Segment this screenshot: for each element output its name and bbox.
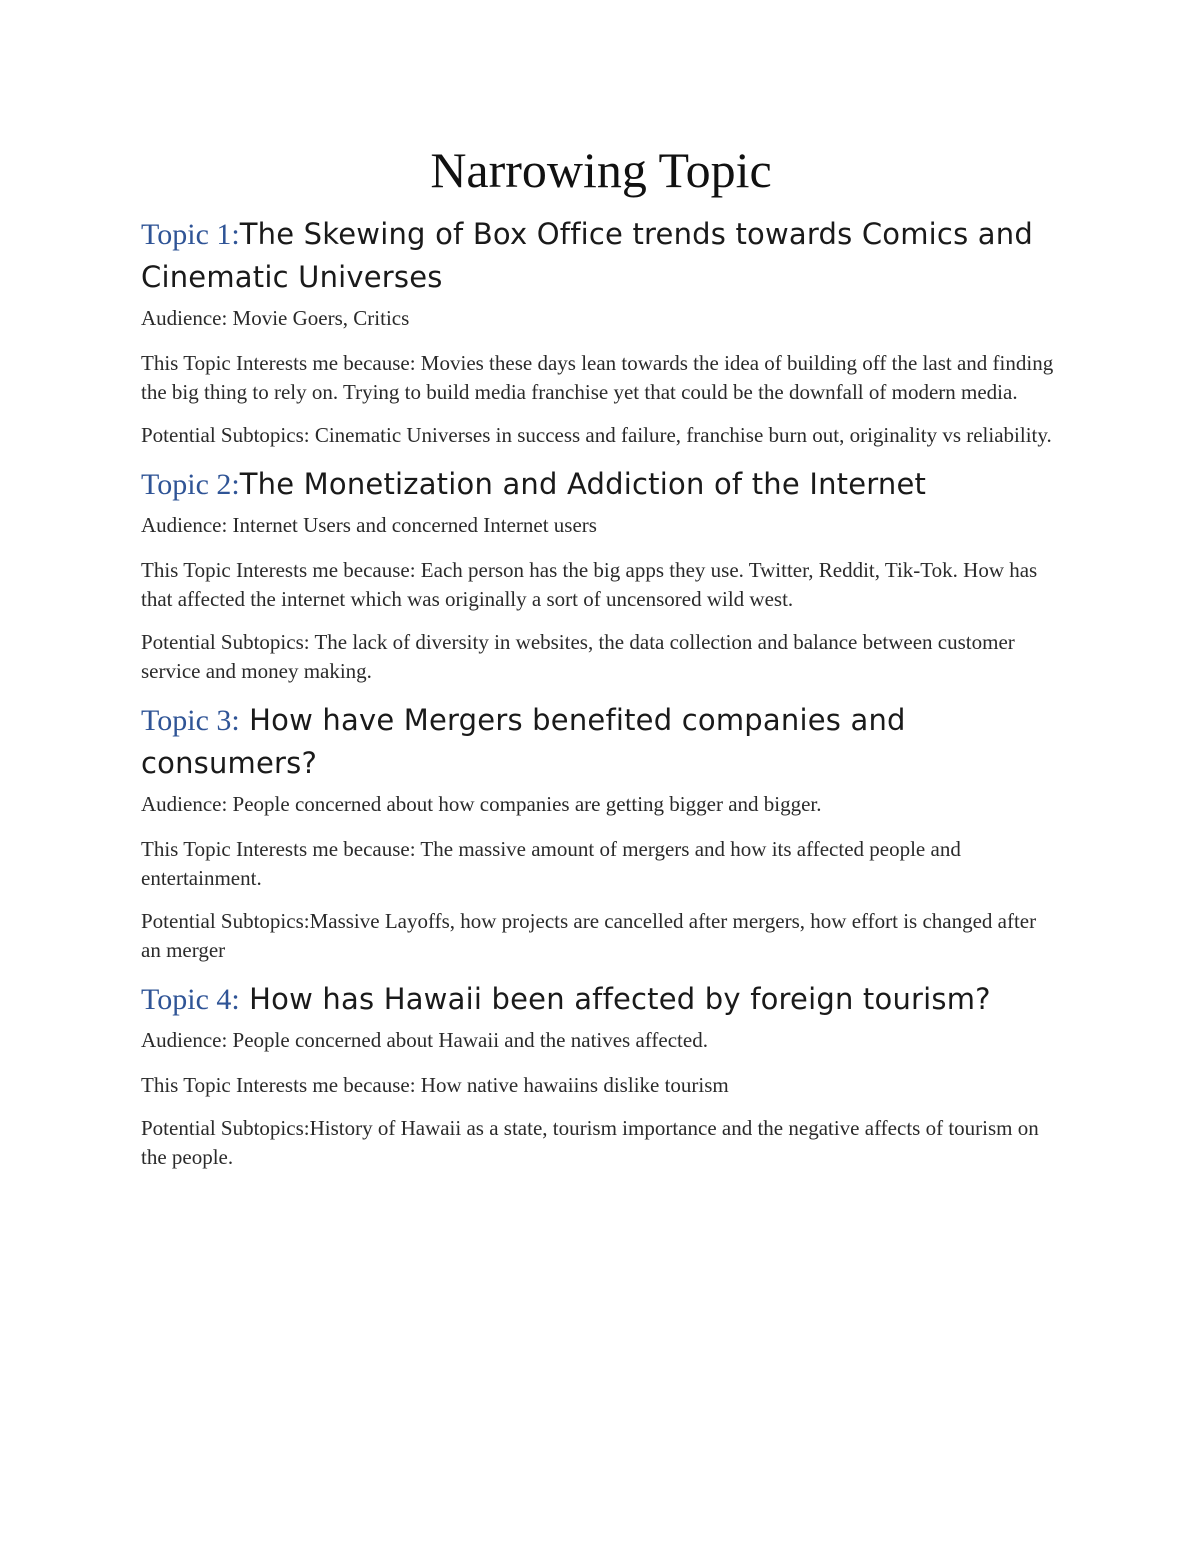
topic-subtopics: Potential Subtopics: Cinematic Universes in success and failure, franchise burn out, originality vs reliability. — [141, 423, 1052, 447]
topic-heading — [141, 214, 1061, 300]
topic-audience: Audience: Movie Goers, Critics — [141, 306, 410, 330]
topic-3 — [141, 700, 1061, 965]
topic-heading — [141, 979, 1061, 1022]
topic-audience: Audience: Internet Users and concerned Internet users — [141, 513, 597, 537]
topic-audience: Audience: People concerned about how companies are getting bigger and bigger. — [141, 792, 822, 816]
document-title: Narrowing Topic — [430, 142, 772, 198]
topic-subtopics: Potential Subtopics:History of Hawaii as a state, tourism importance and the negative affects of tourism on the people. — [141, 1116, 1039, 1169]
topic-4 — [141, 979, 1061, 1172]
topic-subtopics: Potential Subtopics: The lack of diversity in websites, the data collection and balance between customer service and money making. — [141, 630, 1015, 683]
topic-title: How has Hawaii been affected by foreign tourism? — [239, 982, 991, 1016]
topic-title: How have Mergers benefited companies and consumers? — [141, 703, 906, 780]
topic-interest: This Topic Interests me because: Movies these days lean towards the idea of building off the last and finding the big thing to rely on. Trying to build media franchise yet that could be the downfall of modern media. — [141, 351, 1054, 404]
document-page — [141, 140, 1061, 1186]
topic-label: Topic 3: — [141, 704, 240, 737]
topic-label: Topic 1: — [141, 218, 240, 251]
topic-interest: This Topic Interests me because: Each person has the big apps they use. Twitter, Reddit, Tik-Tok. How has that affected the internet which was originally a sort of uncensored wild west. — [141, 558, 1038, 611]
topic-label: Topic 2: — [141, 468, 240, 501]
topic-interest: This Topic Interests me because: How native hawaiins dislike tourism — [141, 1073, 729, 1097]
topic-audience: Audience: People concerned about Hawaii and the natives affected. — [141, 1028, 708, 1052]
topic-title: The Skewing of Box Office trends towards Comics and Cinematic Universes — [141, 217, 1033, 294]
topic-1 — [141, 214, 1061, 450]
topic-title: The Monetization and Addiction of the Internet — [239, 467, 927, 501]
topic-heading — [141, 700, 1061, 786]
topic-interest: This Topic Interests me because: The massive amount of mergers and how its affected people and entertainment. — [141, 837, 961, 890]
topic-label: Topic 4: — [141, 983, 240, 1016]
topic-heading — [141, 464, 1061, 507]
topic-subtopics: Potential Subtopics:Massive Layoffs, how projects are cancelled after mergers, how effort is changed after an merger — [141, 909, 1037, 962]
topic-2 — [141, 464, 1061, 686]
